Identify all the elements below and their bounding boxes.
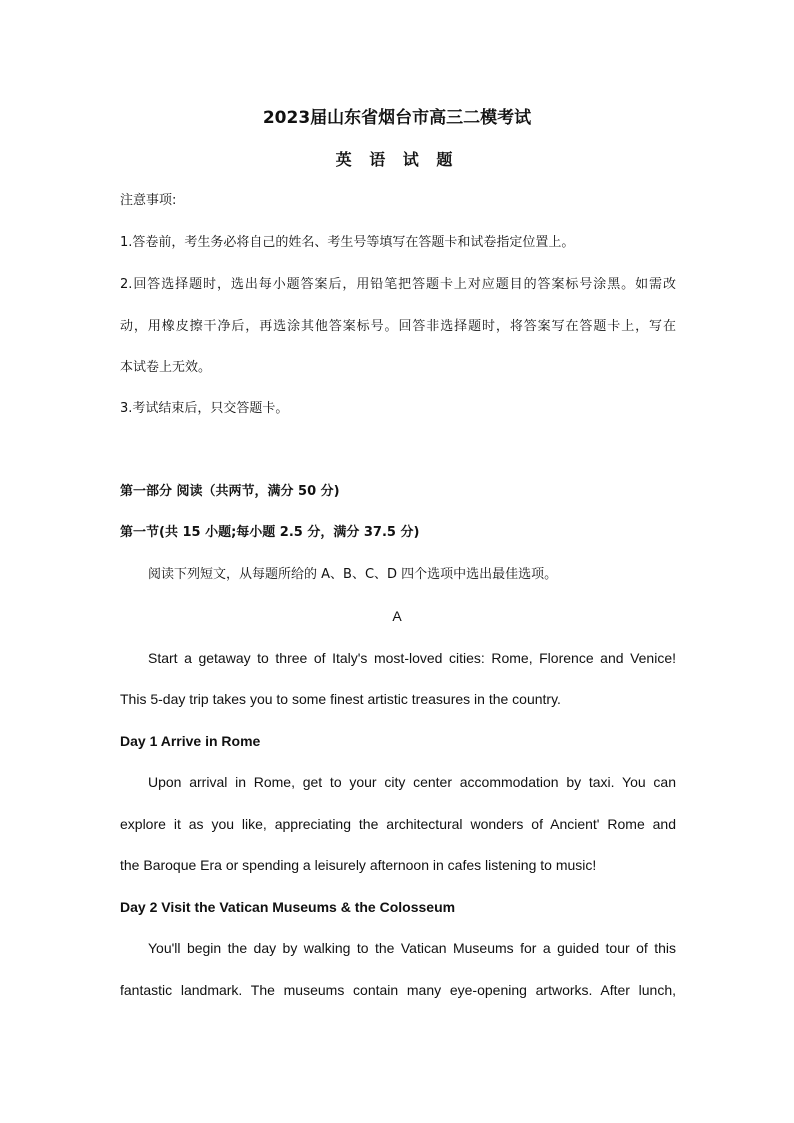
exam-title: 2023届山东省烟台市高三二模考试: [262, 108, 532, 128]
day2-line-2: fantastic landmark. The museums contain many eye-opening artworks. After lunch,: [120, 982, 676, 998]
passage-label: A: [392, 608, 402, 624]
exam-subject-title: 英 语 试 题: [335, 150, 459, 169]
day1-line-1: Upon arrival in Rome, get to your city center accommodation by taxi. You can: [148, 774, 676, 790]
notice-item-2-line-1: 2.回答选择题时，选出每小题答案后，用铅笔把答题卡上对应题目的答案标号涂黑。如需改: [120, 277, 676, 292]
day1-line-2: explore it as you like, appreciating the architectural wonders of Ancient' Rome and: [120, 816, 676, 832]
day1-line-3: the Baroque Era or spending a leisurely afternoon in cafes listening to music!: [120, 857, 597, 873]
notice-item-2-line-3: 本试卷上无效。: [120, 360, 212, 375]
section1-heading: 第一节(共 15 小题;每小题 2.5 分，满分 37.5 分): [120, 525, 420, 540]
passage-intro-line-2: This 5-day trip takes you to some finest artistic treasures in the country.: [120, 691, 561, 707]
notice-item-2-line-2: 动，用橡皮擦干净后，再选涂其他答案标号。回答非选择题时，将答案写在答题卡上，写在: [120, 319, 676, 334]
part1-heading: 第一部分 阅读（共两节，满分 50 分): [120, 484, 340, 499]
notice-heading: 注意事项:: [120, 193, 177, 208]
reading-instruction: 阅读下列短文，从每题所给的 A、B、C、D 四个选项中选出最佳选项。: [148, 567, 558, 582]
day1-heading: Day 1 Arrive in Rome: [120, 733, 261, 749]
day2-line-1: You'll begin the day by walking to the Vatican Museums for a guided tour of this: [148, 940, 676, 956]
notice-item-1: 1.答卷前，考生务必将自己的姓名、考生号等填写在答题卡和试卷指定位置上。: [120, 235, 575, 250]
notice-item-3: 3.考试结束后，只交答题卡。: [120, 401, 289, 416]
passage-intro-line-1: Start a getaway to three of Italy's most-loved cities: Rome, Florence and Venice!: [148, 650, 676, 666]
day2-heading: Day 2 Visit the Vatican Museums & the Colosseum: [120, 899, 456, 915]
